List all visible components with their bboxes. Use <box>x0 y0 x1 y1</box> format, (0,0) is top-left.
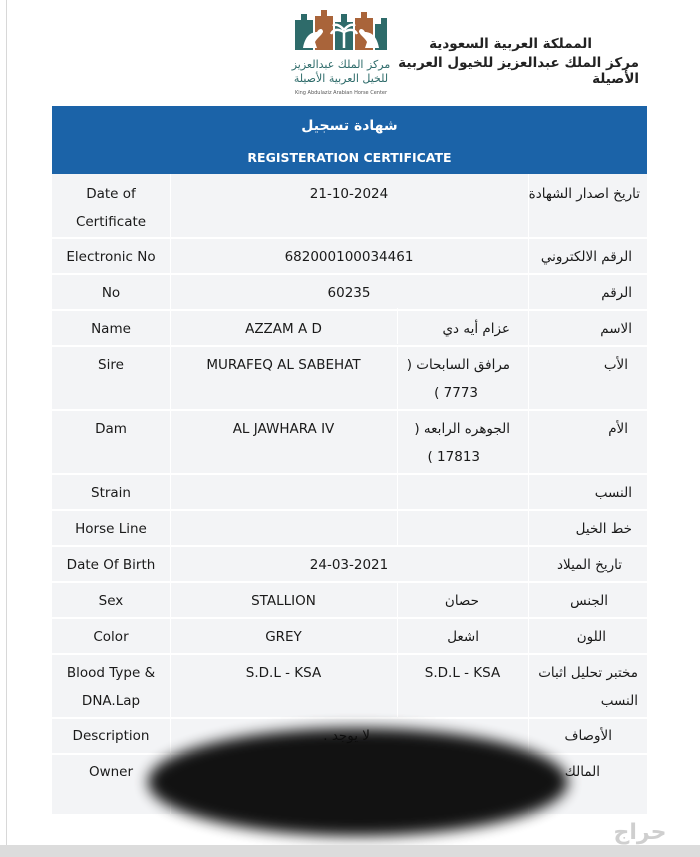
label-ar-no: الرقم <box>601 285 632 301</box>
label-ar-dam: الأم <box>608 421 628 437</box>
org-name-country: المملكة العربية السعودية <box>429 36 592 52</box>
row-divider <box>52 473 647 475</box>
label-description: Description <box>72 728 150 744</box>
certificate-title-ar: شهادة تسجيل <box>301 118 398 134</box>
row-divider <box>52 717 647 719</box>
row-divider <box>52 309 647 311</box>
value-electronic-no: 682000100034461 <box>284 249 414 265</box>
page-edge <box>6 0 7 857</box>
label-strain: Strain <box>91 485 131 501</box>
certificate-title-en: REGISTERATION CERTIFICATE <box>247 150 452 165</box>
value-dam: AL JAWHARA IV <box>232 421 335 437</box>
logo-text-ar-2: للخيل العربية الأصيلة <box>293 72 389 85</box>
value-sire: MURAFEQ AL SABEHAT <box>206 357 361 373</box>
row-divider <box>52 617 647 619</box>
label-color: Color <box>93 629 129 645</box>
label-owner: Owner <box>88 764 134 780</box>
row-divider <box>52 273 647 275</box>
row-divider <box>52 653 647 655</box>
label-ar-date-of-certificate: تاريخ اصدار الشهادة <box>528 186 640 202</box>
label-ar-blood-type: مختبر تحليل اثبات النسب <box>538 665 638 709</box>
value-ar-blood-type: S.D.L - KSA <box>424 665 501 681</box>
label-no: No <box>101 285 121 301</box>
label-ar-horse-line: خط الخيل <box>575 521 632 537</box>
label-dam: Dam <box>95 421 127 437</box>
row-divider <box>52 409 647 411</box>
row-divider <box>52 509 647 511</box>
label-ar-color: اللون <box>576 629 606 645</box>
value-ar-color: اشعل <box>447 629 479 645</box>
value-no: 60235 <box>327 285 371 301</box>
watermark: حراج <box>613 820 667 845</box>
label-electronic-no: Electronic No <box>66 249 156 265</box>
value-ar-sire: مرافق السابحات ( 7773 ) <box>406 357 510 401</box>
label-ar-description: الأوصاف <box>564 728 612 744</box>
value-ar-name: عزام أيه دي <box>442 321 510 337</box>
value-sex: STALLION <box>251 593 316 609</box>
value-ar-sex: حصان <box>444 593 479 609</box>
row-divider <box>52 237 647 239</box>
page-bottom-edge <box>0 845 700 857</box>
label-ar-owner: المالك <box>564 764 600 780</box>
label-ar-strain: النسب <box>594 485 632 501</box>
label-ar-name: الاسم <box>600 321 632 337</box>
label-ar-sex: الجنس <box>570 593 608 609</box>
label-ar-electronic-no: الرقم الالكتروني <box>540 249 632 265</box>
value-ar-dam: الجوهره الرابعه ( 17813 ) <box>414 421 510 465</box>
value-blood-type: S.D.L - KSA <box>245 665 322 681</box>
label-sex: Sex <box>98 593 124 609</box>
row-divider <box>52 545 647 547</box>
org-name-center: مركز الملك عبدالعزيز للخيول العربية الأصيلة <box>398 55 639 87</box>
logo-text-ar-1: مركز الملك عبدالعزيز <box>291 58 391 71</box>
label-name: Name <box>91 321 131 337</box>
label-date-of-birth: Date Of Birth <box>66 557 156 573</box>
value-name: AZZAM A D <box>245 321 322 337</box>
label-blood-type: Blood Type & DNA.Lap <box>66 665 156 709</box>
row-divider <box>52 345 647 347</box>
label-ar-sire: الأب <box>603 357 628 373</box>
row-divider <box>52 581 647 583</box>
redaction-blot <box>148 728 568 836</box>
label-ar-date-of-birth: تاريخ الميلاد <box>557 557 622 573</box>
label-horse-line: Horse Line <box>75 521 147 537</box>
label-date-of-certificate: Date of Certificate <box>75 186 147 230</box>
center-logo <box>287 6 395 98</box>
certificate-banner <box>52 106 647 174</box>
value-color: GREY <box>265 629 302 645</box>
value-date-of-birth: 24-03-2021 <box>309 557 389 573</box>
logo-text-en: King Abdulaziz Arabian Horse Center <box>294 90 388 96</box>
label-sire: Sire <box>98 357 124 373</box>
value-date-of-certificate: 21-10-2024 <box>309 186 389 202</box>
